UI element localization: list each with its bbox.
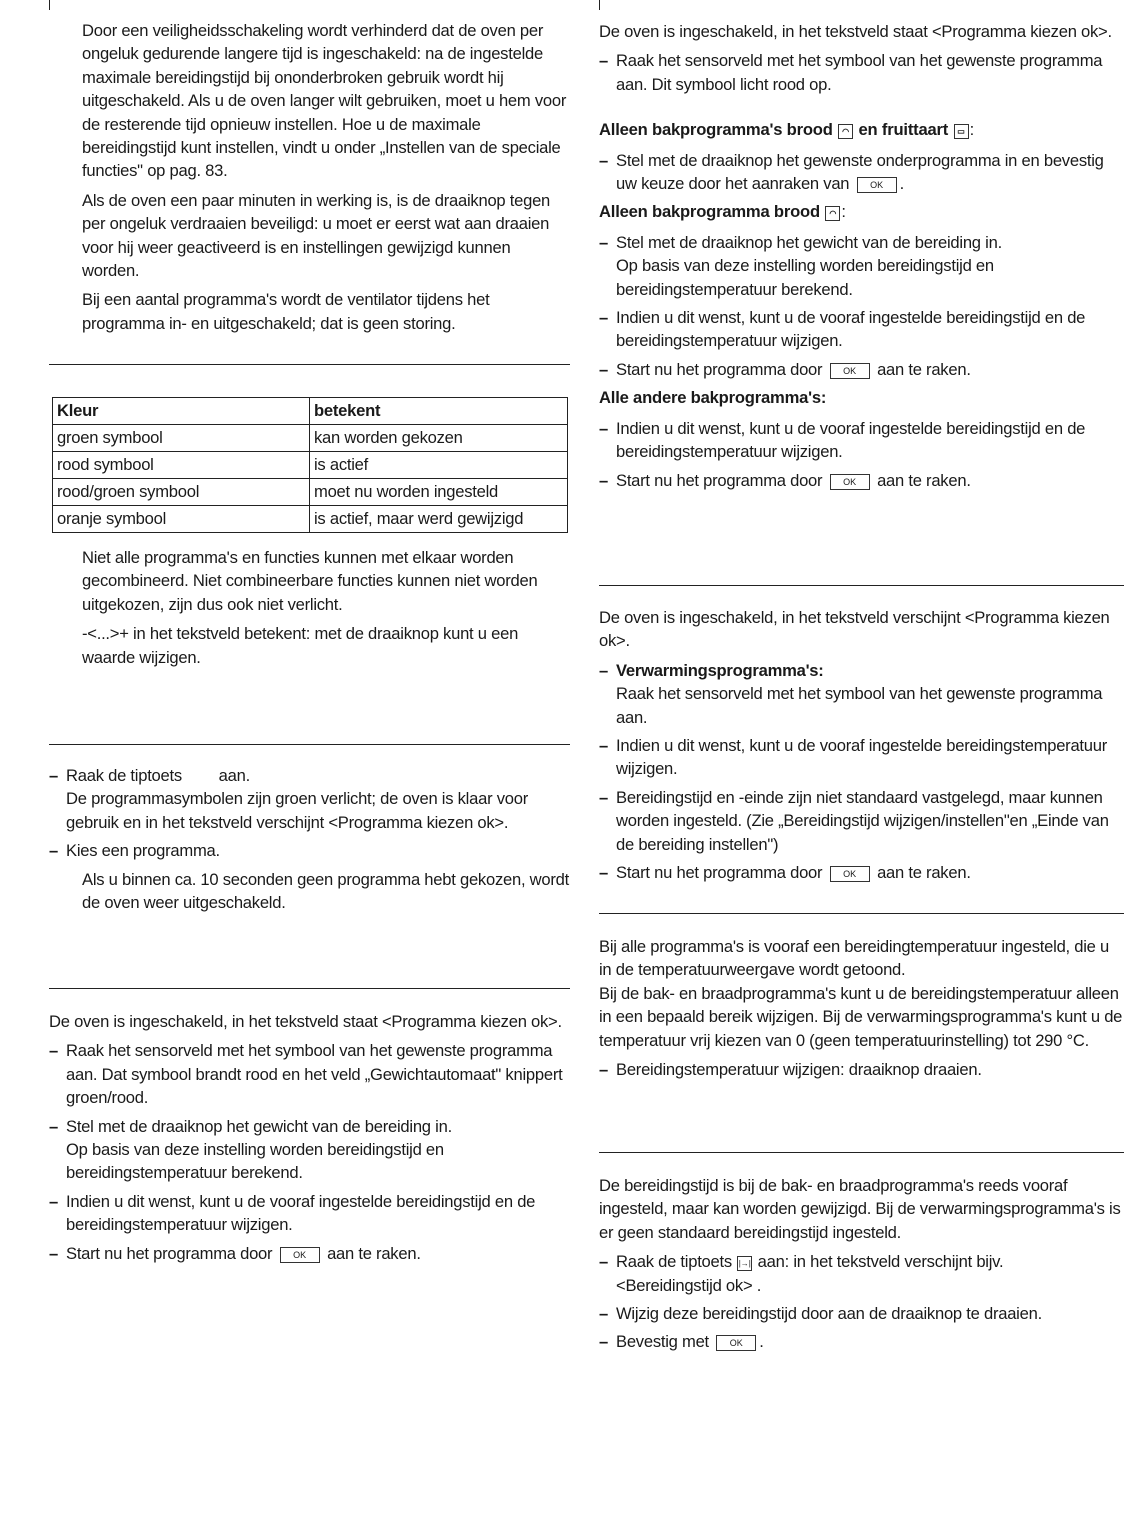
- step-text: Raak de tiptoets: [66, 766, 182, 785]
- table-header-cell: Kleur: [53, 398, 310, 425]
- color-meaning-table: [52, 397, 568, 533]
- section-divider: [599, 913, 1124, 914]
- step-text: Raak de tiptoets: [616, 1252, 732, 1272]
- step-text: Kies een programma.: [66, 841, 220, 861]
- table-row: [53, 425, 568, 452]
- cooking-time-section: [599, 1174, 1124, 1359]
- table-row: [53, 452, 568, 479]
- fan-paragraph: Bij een aantal programma's wordt de ventilator tijdens het programma in- en uitgeschakeld; dat is geen storing.: [82, 290, 490, 333]
- table-cell: kan worden gekozen: [310, 425, 568, 452]
- step-text: Stel met de draaiknop het gewicht van de bereiding in.: [616, 232, 1002, 252]
- subheading-bread: [599, 200, 1124, 223]
- fruit-tart-symbol-icon: ▭: [954, 124, 969, 139]
- ok-key-icon: OK: [857, 177, 897, 193]
- table-cell: is actief, maar werd gewijzigd: [310, 506, 568, 533]
- list-item: [599, 358, 1124, 381]
- table-cell: oranje symbool: [53, 506, 310, 533]
- table-row: [53, 506, 568, 533]
- ok-key-icon: OK: [830, 866, 870, 882]
- list-item: – Bereidingstemperatuur wijzigen: draaiknop draaien.: [599, 1058, 1124, 1081]
- list-item: – Indien u dit wenst, kunt u de vooraf ingestelde bereidingstijd en de bereidingstemperatuur wijzigen.: [599, 417, 1124, 464]
- list-item: [599, 231, 1124, 301]
- subheading-bread-fruit: [599, 118, 1124, 141]
- cooking-time-icon: |→|: [737, 1256, 752, 1271]
- step-text: aan.: [218, 766, 250, 785]
- list-item: [599, 861, 1124, 884]
- step-text: .: [899, 174, 905, 194]
- step-detail: De programmasymbolen zijn groen verlicht; de oven is klaar voor gebruik en in het tekstveld verschijnt <Programma kiezen ok>.: [66, 789, 528, 832]
- section-divider: [49, 364, 570, 365]
- switch-on-step: [49, 764, 570, 834]
- subheading-other: Alle andere bakprogramma's:: [599, 388, 827, 408]
- section-divider: [49, 744, 570, 745]
- lead-text: De oven is ingeschakeld, in het tekstveld staat <Programma kiezen ok>.: [49, 1012, 562, 1031]
- ok-key-icon: OK: [280, 1247, 320, 1263]
- step-text: aan te raken.: [877, 470, 971, 490]
- step-text: aan te raken.: [877, 863, 971, 883]
- table-cell: moet nu worden ingesteld: [310, 479, 568, 506]
- list-item: [599, 149, 1124, 196]
- safety-paragraph: Door een veiligheidsschakeling wordt verhinderd dat de oven per ongeluk gedurende langere tijd is ingeschakeld: na de ingestelde maximale bereidingstijd bij ononderbroken gebruik wordt hij uitgeschakeld. Als u de oven langer wilt gebruiken, moet u hem voor de resterende tijd opnieuw instellen. Hoe u de maximale bereidingstijd kunt instellen, vindt u onder „Instellen van de speciale functies" op pag. 83.: [82, 21, 567, 181]
- list-item: – Indien u dit wenst, kunt u de vooraf ingestelde bereidingstijd en de bereidingstemperatuur wijzigen.: [599, 306, 1124, 353]
- step-detail: Raak het sensorveld met het symbool van het gewenste programma aan.: [616, 684, 1103, 727]
- intro-section: [49, 19, 570, 341]
- list-item: – Bereidingstijd en -einde zijn niet standaard vastgelegd, maar kunnen worden ingesteld. (Zie „Bereidingstijd wijzigen/instellen"en „Einde van de bereiding instellen"): [599, 786, 1124, 856]
- heating-programs-section: [599, 606, 1124, 889]
- step-text: Start nu het programma door: [616, 863, 823, 883]
- table-cell: rood/groen symbool: [53, 479, 310, 506]
- bread-symbol-icon: ◠: [838, 124, 853, 139]
- temperature-section: [599, 935, 1124, 1086]
- section-divider: [49, 988, 570, 989]
- choose-program-step: [49, 839, 570, 862]
- list-item: – Wijzig deze bereidingstijd door aan de draaiknop te draaien.: [599, 1302, 1124, 1325]
- list-item: [599, 1330, 1124, 1353]
- table-row: [53, 479, 568, 506]
- heading-text: Alleen bakprogramma's brood: [599, 120, 833, 140]
- temperature-paragraph: Bij alle programma's is vooraf een bereidingtemperatuur ingesteld, die u in de temperatuurweergave wordt getoond.: [599, 937, 1110, 980]
- list-item: [49, 1115, 570, 1185]
- ok-key-icon: OK: [716, 1335, 756, 1351]
- combination-note: Niet alle programma's en functies kunnen met elkaar worden gecombineerd. Niet combineerbare functies kunnen niet worden uitgekozen, zijn dus ook niet verlicht.: [82, 548, 538, 614]
- step-text: Start nu het programma door: [616, 470, 823, 490]
- step-text: Start nu het programma door: [616, 359, 823, 379]
- list-item: [599, 1250, 1124, 1297]
- list-item: [599, 469, 1124, 492]
- weight-automatic-section: [49, 1010, 570, 1270]
- section-divider: [599, 1152, 1124, 1153]
- step-text: aan: in het tekstveld verschijnt bijv.: [757, 1252, 1004, 1272]
- table-header-cell: betekent: [310, 398, 568, 425]
- step-text: aan te raken.: [327, 1243, 421, 1263]
- list-item: [49, 1242, 570, 1265]
- heading-text: :: [969, 120, 974, 140]
- temperature-range-paragraph: Bij de bak- en braadprogramma's kunt u de bereidingstemperatuur alleen in een bepaald bereik wijzigen. Bij de verwarmingsprogramma's kunt u de temperatuur vrij kiezen van 0 (geen temperatuurinstelling) tot 290 °C.: [599, 983, 1123, 1050]
- notes-section: [49, 546, 570, 675]
- table-cell: groen symbool: [53, 425, 310, 452]
- lead-text: De oven is ingeschakeld, in het tekstveld staat <Programma kiezen ok>.: [599, 22, 1112, 41]
- knob-lock-paragraph: Als de oven een paar minuten in werking is, is de draaiknop tegen per ongeluk verdraaien beveiligd: u moet er eerst wat aan draaien voor hij weer geactiveerd is en instellingen gewijzigd kunnen worden.: [82, 190, 551, 281]
- heading-text: :: [841, 202, 846, 222]
- step-text: Start nu het programma door: [66, 1243, 273, 1263]
- switch-on-section: [49, 764, 570, 914]
- step-heading: Verwarmingsprogramma's:: [616, 660, 824, 680]
- step-detail: <Bereidingstijd ok> .: [616, 1275, 762, 1295]
- table-cell: rood symbool: [53, 452, 310, 479]
- top-margin-line: [49, 0, 50, 10]
- section-divider: [599, 585, 1124, 586]
- step-text: Bevestig met: [616, 1332, 709, 1352]
- table-cell: is actief: [310, 452, 568, 479]
- bake-programs-section: [599, 20, 1124, 497]
- list-item: – Raak het sensorveld met het symbool van het gewenste programma aan. Dat symbool brandt rood en het veld „Gewichtautomaat" knippert groen/rood.: [49, 1039, 570, 1109]
- list-item: – Raak het sensorveld met het symbool van het gewenste programma aan. Dit symbool licht rood op.: [599, 49, 1124, 96]
- step-detail: Op basis van deze instelling worden bereidingstijd en bereidingstemperatuur berekend.: [616, 256, 994, 299]
- step-text: .: [759, 1332, 764, 1352]
- knob-value-note: -<...>+ in het tekstveld betekent: met de draaiknop kunt u een waarde wijzigen.: [82, 624, 519, 667]
- timeout-note: Als u binnen ca. 10 seconden geen programma hebt gekozen, wordt de oven weer uitgeschakeld.: [82, 869, 569, 913]
- table-header-row: [53, 398, 568, 425]
- heading-text: Alleen bakprogramma brood: [599, 202, 820, 222]
- step-text: Stel met de draaiknop het gewenste onderprogramma in en bevestig uw keuze door het aanraken van: [616, 150, 1104, 194]
- bread-symbol-icon: ◠: [825, 206, 840, 221]
- step-text: Stel met de draaiknop het gewicht van de bereiding in.: [66, 1116, 452, 1136]
- ok-key-icon: OK: [830, 363, 870, 379]
- heading-text: en fruittaart: [858, 120, 949, 140]
- top-margin-line: [599, 0, 600, 10]
- cooking-time-paragraph: De bereidingstijd is bij de bak- en braadprogramma's reeds vooraf ingesteld, maar kan worden gewijzigd. Bij de verwarmingsprogramma's is er geen standaard bereidingstijd ingesteld.: [599, 1176, 1121, 1242]
- step-text: aan te raken.: [877, 359, 971, 379]
- ok-key-icon: OK: [830, 474, 870, 490]
- list-item: – Indien u dit wenst, kunt u de vooraf ingestelde bereidingstijd en de bereidingstemperatuur wijzigen.: [49, 1190, 570, 1237]
- list-item: [599, 659, 1124, 729]
- step-detail: Op basis van deze instelling worden bereidingstijd en bereidingstemperatuur berekend.: [66, 1140, 444, 1183]
- lead-text: De oven is ingeschakeld, in het tekstveld verschijnt <Programma kiezen ok>.: [599, 608, 1110, 651]
- list-item: – Indien u dit wenst, kunt u de vooraf ingestelde bereidingstemperatuur wijzigen.: [599, 734, 1124, 781]
